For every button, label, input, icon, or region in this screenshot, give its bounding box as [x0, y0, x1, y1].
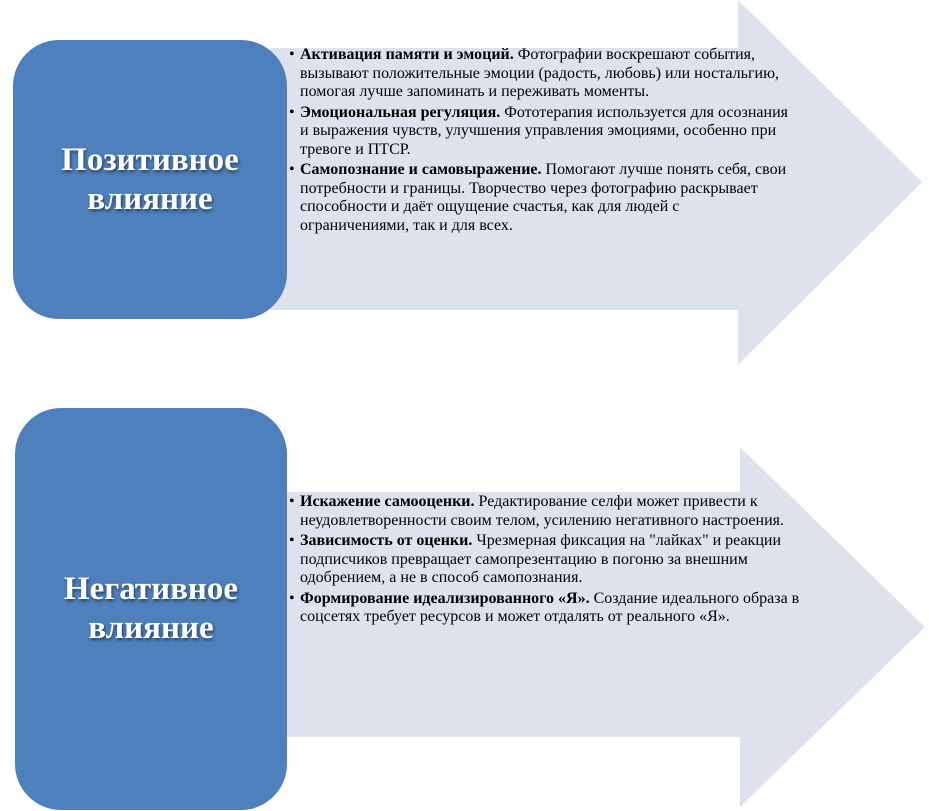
- item-term: Зависимость от оценки.: [300, 532, 473, 549]
- negative-label-box: [15, 408, 287, 810]
- item-term: Эмоциональная регуляция.: [300, 103, 501, 121]
- item-term: Формирование идеализированного «Я».: [300, 589, 590, 607]
- item-text: Чрезмерная фиксация на "лайках" и реакции подписчиков превращает самопрезентацию в погоню за внешним одобрением, а не в способ самопознания.: [300, 532, 782, 586]
- positive-bullet-list: [289, 46, 789, 237]
- item-text: Редактирование селфи может привести к неудовлетворенности своим телом, усилению негативного настроения.: [300, 493, 784, 529]
- item-term: Искажение самооценки.: [300, 493, 475, 510]
- item-text: Помогают лучше понять себя, свои потребности и границы. Творчество через фотографию раскрывает способности и даёт ощущение счастья, как для людей с ограничениями, так и для всех.: [300, 161, 787, 234]
- positive-label-box: [13, 40, 287, 319]
- item-text: Фотографии воскрешают события, вызывают положительные эмоции (радость, любовь) или ностальгию, помогая лучше запоминать и переживать моменты.: [300, 46, 780, 100]
- list-item: [289, 46, 789, 102]
- item-term: Самопознание и самовыражение.: [300, 161, 542, 178]
- negative-label: Негативное влияние: [63, 571, 239, 646]
- list-item: [289, 104, 789, 160]
- item-text: Фототерапия используется для осознания и выражения чувств, улучшения управления эмоциями, особенно при тревоге и ПТСР.: [300, 103, 788, 158]
- list-item: [289, 493, 804, 530]
- item-term: Активация памяти и эмоций.: [300, 46, 514, 63]
- negative-bullet-list: [289, 493, 804, 629]
- list-item: [289, 532, 804, 588]
- list-item: [289, 590, 804, 627]
- positive-label: Позитивное влияние: [61, 141, 239, 217]
- list-item: [289, 161, 789, 235]
- item-text: Создание идеального образа в соцсетях требует ресурсов и может отдалять от реального «Я».: [300, 589, 800, 625]
